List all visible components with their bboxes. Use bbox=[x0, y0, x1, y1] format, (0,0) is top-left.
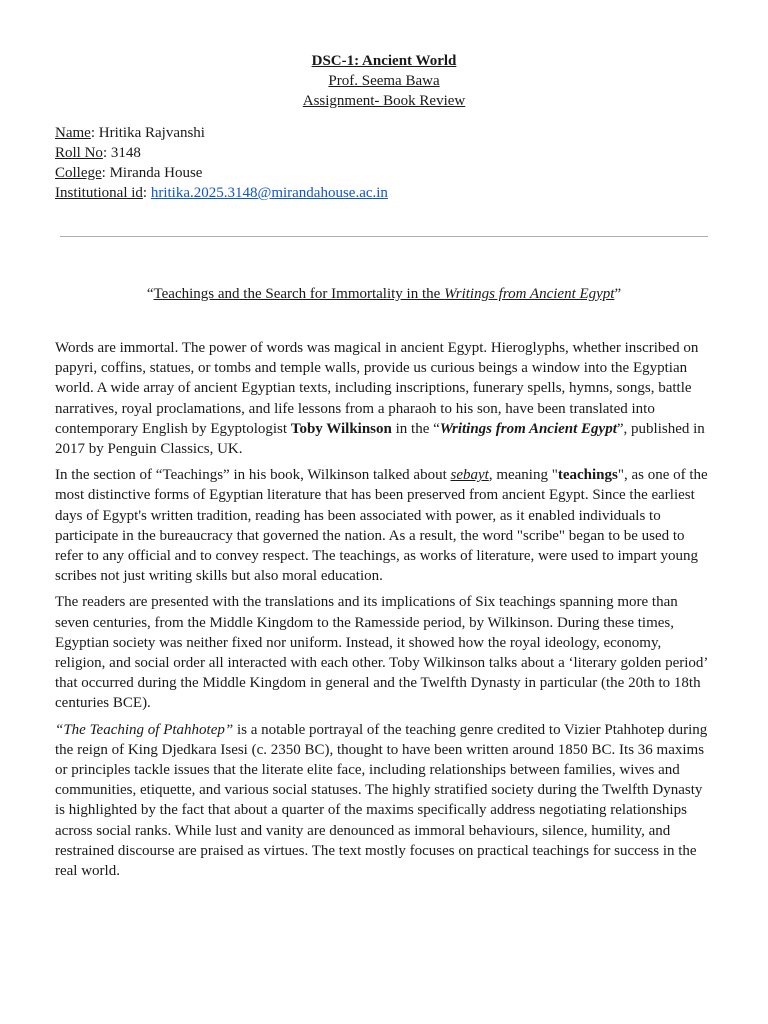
p2-text-a: In the section of “Teachings” in his book, Wilkinson talked about bbox=[55, 467, 451, 484]
title-main: Teachings and the Search for Immortality in the bbox=[153, 286, 445, 302]
p1-text-c: ”, published in 2017 by Penguin Classics, UK. bbox=[55, 420, 705, 458]
author-name: Toby Wilkinson bbox=[290, 420, 392, 437]
name-label: Name bbox=[55, 125, 91, 141]
roll-value: : 3148 bbox=[102, 145, 141, 161]
college-value: : Miranda House bbox=[101, 165, 203, 181]
name-value: : Hritika Rajvanshi bbox=[90, 125, 205, 141]
roll-no-line bbox=[55, 143, 388, 163]
ptahhotep-title: “The Teaching of Ptahhotep” bbox=[55, 721, 234, 738]
essay-title bbox=[0, 284, 768, 304]
paragraph-4 bbox=[55, 720, 715, 882]
email-link[interactable]: hritika.2025.3148@mirandahouse.ac.in bbox=[150, 185, 388, 201]
paragraph-2 bbox=[55, 465, 715, 586]
paragraph-3: The readers are presented with the translations and its implications of Six teachings spanning more than seven centuries, from the Middle Kingdom to the Ramesside period, by Wilkinson. During these times, Egyptian society was neither fixed nor uniform. Instead, it showed how the royal ideology, economy, religion, and social order all interacted with each other. Toby Wilkinson talks about a ‘literary golden period’ that occurred during the Middle Kingdom in general and the Twelfth Dynasty in particular (the 20th to 18th centuries BCE). bbox=[55, 594, 708, 712]
college-line bbox=[55, 163, 388, 183]
p1-text-b: in the “ bbox=[391, 420, 440, 437]
title-book: Writings from Ancient Egypt bbox=[444, 286, 615, 302]
essay-body bbox=[55, 338, 715, 887]
sebayt-term: sebayt bbox=[450, 467, 489, 484]
horizontal-divider bbox=[60, 236, 708, 237]
student-info bbox=[55, 123, 388, 203]
p4-text: is a notable portrayal of the teaching genre credited to Vizier Ptahhotep during the reign of King Djedkara Isesi (c. 2350 BC), thought to have been written around 1850 BC. Its 36 maxims or principles tackle issues that the literate elite face, including relationships between families, wives and communities, etiquette, and various social statuses. The highly stratified society during the Twelfth Dynasty is highlighted by the fact that about a quarter of the maxims specifically address negotiating relationships across social ranks. While lust and vanity are denounced as immoral behaviours, silence, humility, and restrained discourse are praised as virtues. The text mostly focuses on practical teachings for success in the real world. bbox=[55, 721, 708, 880]
inst-label: Institutional id bbox=[55, 185, 143, 201]
title-close-quote: ” bbox=[614, 286, 622, 302]
institutional-id-line bbox=[55, 183, 388, 203]
paragraph-1 bbox=[55, 338, 715, 459]
professor-name: Prof. Seema Bawa bbox=[328, 73, 440, 89]
teachings-term: teachings bbox=[557, 467, 618, 484]
p2-text-b: , meaning " bbox=[488, 467, 558, 484]
p1-text-a: Words are immortal. The power of words was magical in ancient Egypt. Hieroglyphs, whether inscribed on papyri, coffins, statues, or tombs and temple walls, provide us curious beings a window into the Egyptian world. A wide array of ancient Egyptian texts, including inscriptions, funerary spells, hymns, songs, battle narratives, royal proclamations, and life lessons from a pharaoh to his son, have been translated into contemporary English by Egyptologist bbox=[55, 340, 699, 437]
roll-label: Roll No bbox=[55, 145, 103, 161]
assignment-title: Assignment- Book Review bbox=[302, 93, 466, 109]
book-title: Writings from Ancient Egypt bbox=[439, 420, 617, 437]
course-title: DSC-1: Ancient World bbox=[311, 53, 457, 69]
inst-separator: : bbox=[142, 185, 151, 201]
document-header bbox=[0, 51, 768, 111]
title-open-quote: “ bbox=[146, 286, 154, 302]
college-label: College bbox=[55, 165, 102, 181]
student-name-line bbox=[55, 123, 388, 143]
p2-text-c: ", as one of the most distinctive forms of Egyptian literature that has been preserved from ancient Egypt. Since the earliest days of Egypt's written tradition, reading has been associated with power, as it enabled individuals to participate in the bureaucracy that governed the nation. As a result, the word "scribe" began to be used to refer to any official and to convey respect. The teachings, as works of literature, were used to impart young scribes not just writing skills but also moral education. bbox=[55, 467, 708, 585]
